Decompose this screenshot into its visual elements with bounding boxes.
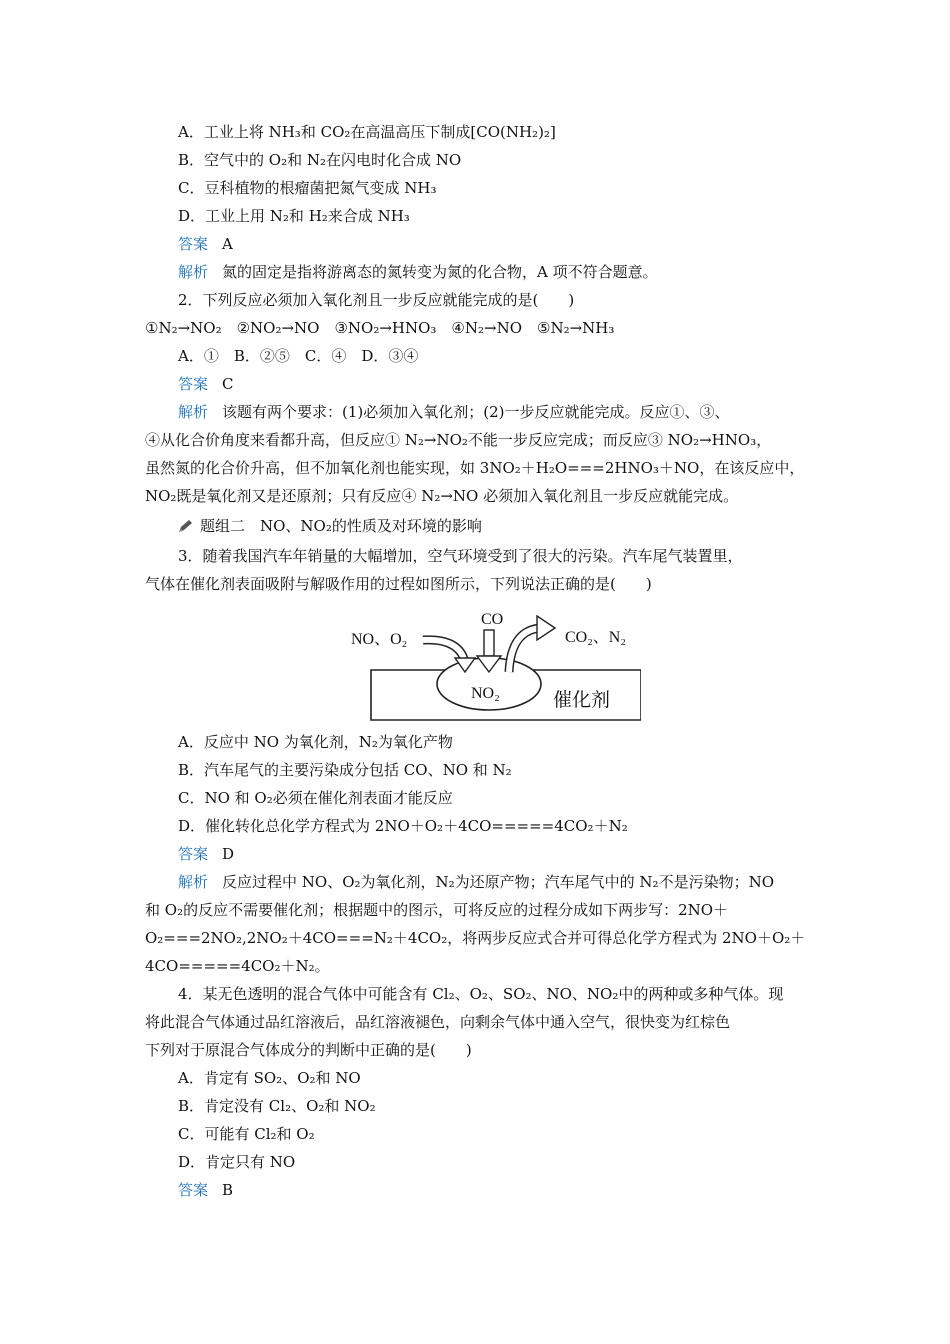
q3-option-d: D．催化转化总化学方程式为 2NO＋O₂＋4CO=====4CO₂＋N₂ — [178, 817, 628, 835]
answer-value: A — [222, 235, 233, 253]
pencil-icon — [178, 519, 194, 533]
answer-value: B — [222, 1181, 234, 1199]
q3-analysis-line-1 — [178, 872, 774, 892]
q3-option-c: C．NO 和 O₂必须在催化剂表面才能反应 — [178, 789, 453, 807]
q4-option-b: B．肯定没有 Cl₂、O₂和 NO₂ — [178, 1097, 376, 1115]
q2-items: ①N₂→NO₂ ②NO₂→NO ③NO₂→HNO₃ ④N₂→NO ⑤N₂→NH₃ — [145, 319, 615, 337]
analysis-text: 氮的固定是指将游离态的氮转变为氮的化合物，A 项不符合题意。 — [222, 263, 658, 281]
co-arrow-shaft — [484, 630, 494, 656]
answer-value: D — [222, 845, 235, 863]
answer-label: 答案 — [178, 1181, 209, 1199]
answer-label: 答案 — [178, 235, 209, 253]
section-2-heading — [178, 516, 482, 536]
q1-analysis — [178, 262, 658, 282]
label-no-o2: NO、O₂ — [351, 631, 408, 648]
q3-stem-line-2: 气体在催化剂表面吸附与解吸作用的过程如图所示，下列说法正确的是( ) — [145, 575, 652, 593]
q4-stem-line-1: 4．某无色透明的混合气体中可能含有 Cl₂、O₂、SO₂、NO、NO₂中的两种或多种气体。现 — [178, 985, 784, 1003]
analysis-text: 该题有两个要求：(1)必须加入氧化剂；(2)一步反应就能完成。反应①、③、 — [222, 403, 730, 421]
q4-stem-line-3: 下列对于原混合气体成分的判断中正确的是( ) — [145, 1041, 472, 1059]
q2-options: A．① B．②⑤ C．④ D．③④ — [178, 347, 419, 365]
answer-label: 答案 — [178, 375, 209, 393]
label-no2: NO₂ — [471, 685, 500, 702]
q3-analysis-line-3: O₂===2NO₂,2NO₂＋4CO===N₂＋4CO₂，将两步反应式合并可得总化学方程式为 2NO＋O₂＋ — [145, 929, 806, 947]
q3-option-b: B．汽车尾气的主要污染成分包括 CO、NO 和 N₂ — [178, 761, 512, 779]
q1-option-c: C．豆科植物的根瘤菌把氮气变成 NH₃ — [178, 179, 437, 197]
q3-answer — [178, 844, 234, 864]
q3-analysis-line-4: 4CO=====4CO₂＋N₂。 — [145, 957, 330, 975]
answer-label: 答案 — [178, 845, 209, 863]
q4-option-d: D．肯定只有 NO — [178, 1153, 296, 1171]
analysis-label: 解析 — [178, 873, 209, 891]
analysis-label: 解析 — [178, 403, 209, 421]
q2-answer — [178, 374, 234, 394]
q3-option-a: A．反应中 NO 为氧化剂，N₂为氧化产物 — [178, 733, 453, 751]
q1-option-d: D．工业上用 N₂和 H₂来合成 NH₃ — [178, 207, 410, 225]
q3-stem-line-1: 3．随着我国汽车年销量的大幅增加，空气环境受到了很大的污染。汽车尾气装置里， — [178, 547, 743, 565]
label-catalyst: 催化剂 — [553, 689, 611, 711]
q3-analysis-line-2: 和 O₂的反应不需要催化剂；根据题中的图示，可将反应的过程分成如下两步写：2NO＋ — [145, 901, 729, 919]
q1-option-a: A．工业上将 NH₃和 CO₂在高温高压下制成[CO(NH₂)₂] — [178, 123, 556, 141]
q4-answer — [178, 1180, 233, 1200]
q2-stem: 2．下列反应必须加入氧化剂且一步反应就能完成的是( ) — [178, 291, 575, 309]
q4-option-a: A．肯定有 SO₂、O₂和 NO — [178, 1069, 361, 1087]
analysis-text: 反应过程中 NO、O₂为氧化剂，N₂为还原产物；汽车尾气中的 N₂不是污染物；NO — [222, 873, 774, 891]
q2-analysis-line-3: 虽然氮的化合价升高，但不加氧化剂也能实现，如 3NO₂＋H₂O===2HNO₃＋NO，在该反应中， — [145, 459, 805, 477]
answer-value: C — [222, 375, 234, 393]
q2-analysis-line-1 — [178, 402, 805, 422]
q4-option-c: C．可能有 Cl₂和 O₂ — [178, 1125, 315, 1143]
q2-analysis-line-4: NO₂既是氧化剂又是还原剂；只有反应④ N₂→NO 必须加入氧化剂且一步反应就能完成。 — [145, 487, 739, 505]
label-co2-n2: CO₂、N₂ — [565, 629, 626, 646]
q4-stem-line-2: 将此混合气体通过品红溶液后，品红溶液褪色，向剩余气体中通入空气，很快变为红棕色 — [145, 1013, 731, 1031]
catalyst-diagram — [341, 600, 641, 726]
section-2-title: 题组二 NO、NO₂的性质及对环境的影响 — [200, 517, 482, 535]
q1-option-b: B．空气中的 O₂和 N₂在闪电时化合成 NO — [178, 151, 462, 169]
analysis-label: 解析 — [178, 263, 209, 281]
label-co: CO — [481, 611, 504, 628]
q1-answer — [178, 234, 233, 254]
q2-analysis-line-2: ④从化合价角度来看都升高，但反应① N₂→NO₂不能一步反应完成；而反应③ NO₂→HNO₃， — [145, 431, 772, 449]
